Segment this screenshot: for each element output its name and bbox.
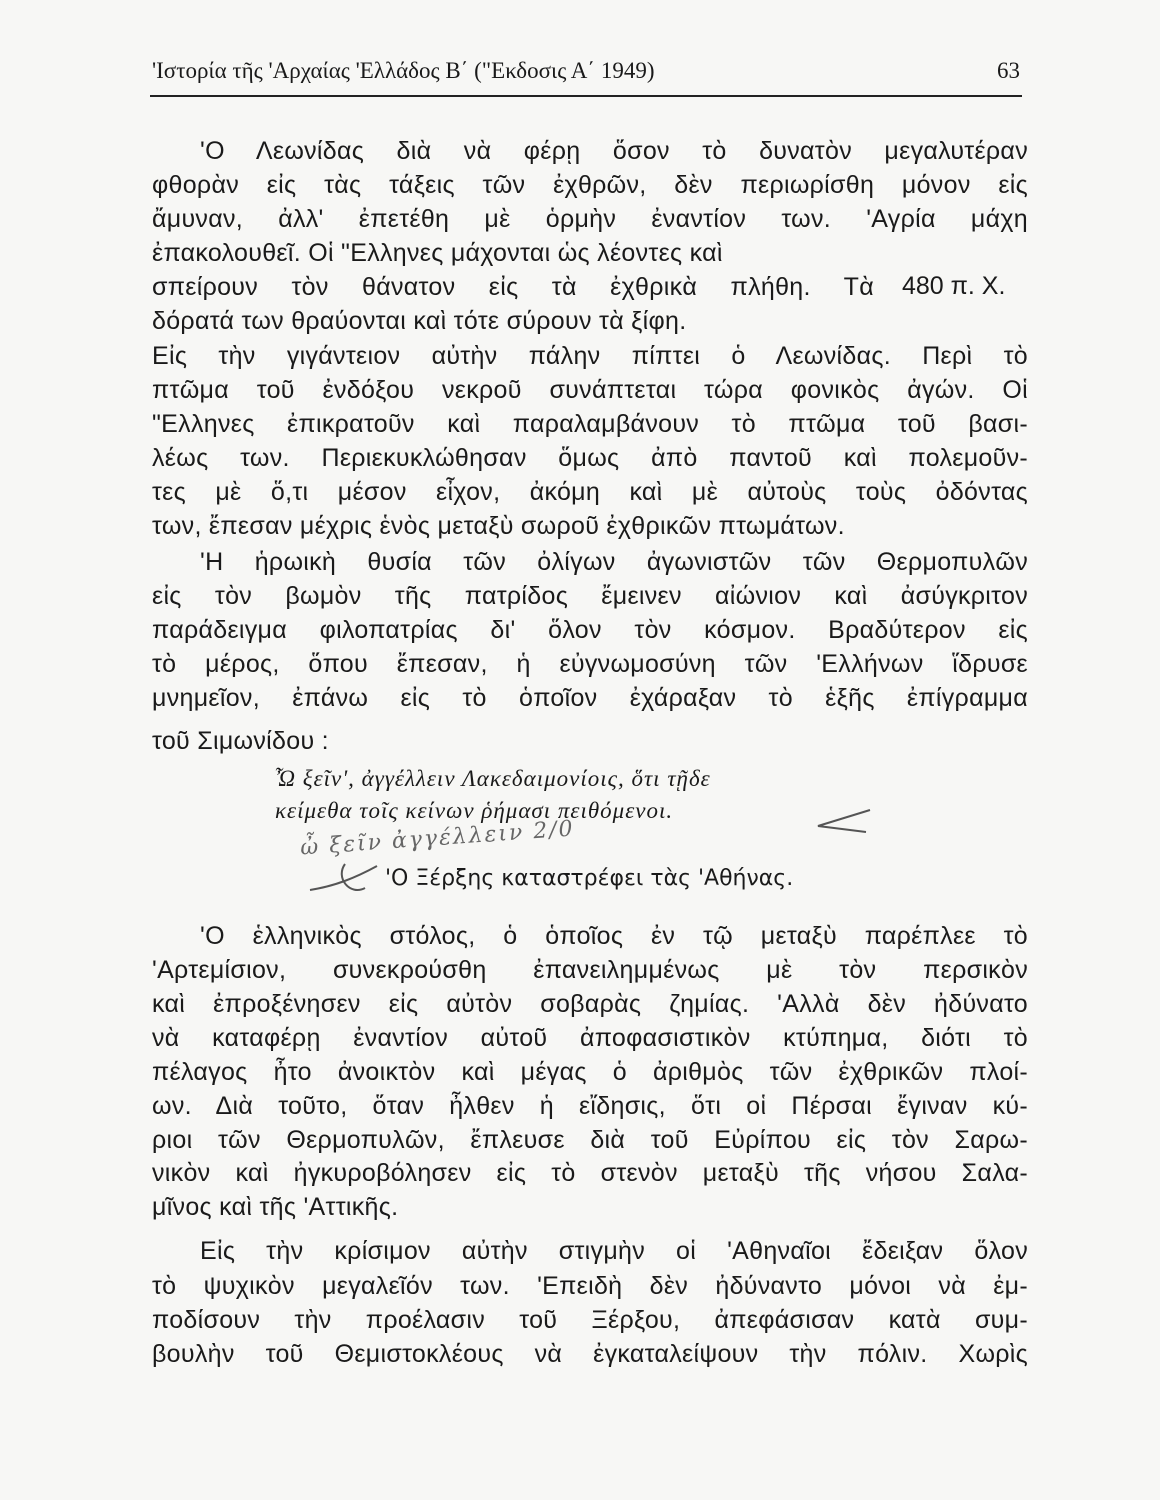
text-line: ποδίσουν τὴν προέλασιν τοῦ Ξέρξου, ἀπεφάσισαν κατὰ συμ- <box>152 1306 1028 1334</box>
text-line: 'Ο ἑλληνικὸς στόλος, ὁ ὁποῖος ἐν τῷ μεταξὺ παρέπλεε τὸ <box>200 922 1028 950</box>
text-line: τοῦ Σιμωνίδου : <box>152 727 329 755</box>
epigram-line: κείμεθα τοῖς κείνων ῥήμασι πειθόμενοι. <box>275 798 674 823</box>
text-line: λέως των. Περιεκυκλώθησαν ὅμως ἀπὸ παντοῦ καὶ πολεμοῦν- <box>152 444 1028 472</box>
text-line: πτῶμα τοῦ ἐνδόξου νεκροῦ συνάπτεται τώρα φονικὸς ἀγών. Οἱ <box>152 376 1028 404</box>
section-heading: 'Ο Ξέρξης καταστρέφει τὰς 'Αθήνας. <box>385 866 794 891</box>
pen-mark-icon <box>808 806 878 836</box>
text-line: ἐπακολουθεῖ. Οἱ "Ελληνες μάχονται ὡς λέοντες καὶ <box>152 239 723 267</box>
text-line: ἄμυναν, ἀλλ' ἐπετέθη μὲ ὁρμὴν ἐναντίον των. 'Αγρία μάχη <box>152 205 1028 233</box>
text-line: 'Αρτεμίσιον, συνεκρούσθη ἐπανειλημμένως μὲ τὸν περσικὸν <box>152 956 1028 984</box>
text-line: 'Ο Λεωνίδας διὰ νὰ φέρῃ ὅσον τὸ δυνατὸν μεγαλυτέραν <box>200 137 1028 165</box>
text-line: "Ελληνες ἐπικρατοῦν καὶ παραλαμβάνουν τὸ πτῶμα τοῦ βασι- <box>152 410 1028 438</box>
text-line: ριοι τῶν Θερμοπυλῶν, ἔπλευσε διὰ τοῦ Εὐρίπου εἰς τὸν Σαρω- <box>152 1126 1028 1154</box>
text-line: 'Η ἡρωικὴ θυσία τῶν ὀλίγων ἀγωνιστῶν τῶν Θερμοπυλῶν <box>200 548 1028 576</box>
text-line: εἰς τὸν βωμὸν τῆς πατρίδος ἔμεινεν αἰώνιον καὶ ἀσύγκριτον <box>152 582 1028 610</box>
text-line: φθορὰν εἰς τὰς τάξεις τῶν ἐχθρῶν, δὲν περιωρίσθη μόνον εἰς <box>152 171 1028 199</box>
text-line: μῖνος καὶ τῆς 'Αττικῆς. <box>152 1193 399 1221</box>
text-line: Εἰς τὴν γιγάντειον αὐτὴν πάλην πίπτει ὁ Λεωνίδας. Περὶ τὸ <box>152 342 1028 370</box>
text-line: πέλαγος ἦτο ἀνοικτὸν καὶ μέγας ὁ ἀριθμὸς τῶν ἐχθρικῶν πλοί- <box>152 1058 1028 1086</box>
pen-mark-icon <box>305 858 385 898</box>
text-line: σπείρουν τὸν θάνατον εἰς τὰ ἐχθρικὰ πλήθη. Τὰ <box>152 273 874 301</box>
running-header <box>152 58 1020 84</box>
text-line: των, ἔπεσαν μέχρις ἑνὸς μεταξὺ σωροῦ ἐχθρικῶν πτωμάτων. <box>152 512 845 540</box>
text-line: παράδειγμα φιλοπατρίας δι' ὅλον τὸν κόσμον. Βραδύτερον εἰς <box>152 616 1028 644</box>
text-line: μνημεῖον, ἐπάνω εἰς τὸ ὁποῖον ἐχάραξαν τὸ ἑξῆς ἐπίγραμμα <box>152 684 1028 712</box>
text-line: Εἰς τὴν κρίσιμον αὐτὴν στιγμὴν οἱ 'Αθηναῖοι ἔδειξαν ὅλον <box>200 1237 1028 1265</box>
handwritten-note: ὦ ξεῖν ἀγγέλλειν 2/0 <box>299 816 576 861</box>
header-rule <box>150 95 1022 97</box>
epigram-line: Ὦ ξεῖν', ἀγγέλλειν Λακεδαιμονίοις, ὅτι τῇδε <box>275 766 711 791</box>
text-line: βουλὴν τοῦ Θεμιστοκλέους νὰ ἐγκαταλείψουν τὴν πόλιν. Χωρὶς <box>152 1340 1028 1368</box>
page-number: 63 <box>997 58 1020 83</box>
text-line: καὶ ἐπροξένησεν εἰς αὐτὸν σοβαρὰς ζημίας. 'Αλλὰ δὲν ἠδύνατο <box>152 990 1028 1018</box>
margin-date: 480 π. Χ. <box>902 272 1006 300</box>
text-line: τὸ μέρος, ὅπου ἔπεσαν, ἡ εὐγνωμοσύνη τῶν 'Ελλήνων ἵδρυσε <box>152 650 1028 678</box>
text-line: τες μὲ ὅ,τι μέσον εἶχον, ἀκόμη καὶ μὲ αὐτοὺς τοὺς ὀδόντας <box>152 478 1028 506</box>
text-line: ων. Διὰ τοῦτο, ὅταν ἦλθεν ἡ εἴδησις, ὅτι οἱ Πέρσαι ἔγιναν κύ- <box>152 1092 1028 1120</box>
text-line: τὸ ψυχικὸν μεγαλεῖόν των. 'Επειδὴ δὲν ἠδύναντο μόνοι νὰ ἐμ- <box>152 1272 1028 1300</box>
book-title: 'Ιστορία τῆς 'Αρχαίας 'Ελλάδος Β΄ ("Εκδοσις Α΄ 1949) <box>152 58 655 83</box>
text-line: νὰ καταφέρῃ ἐναντίον αὐτοῦ ἀποφασιστικὸν κτύπημα, διότι τὸ <box>152 1024 1028 1052</box>
text-line: δόρατά των θραύονται καὶ τότε σύρουν τὰ ξίφη. <box>152 307 687 335</box>
text-line: νικὸν καὶ ἠγκυροβόλησεν εἰς τὸ στενὸν μεταξὺ τῆς νήσου Σαλα- <box>152 1159 1028 1187</box>
